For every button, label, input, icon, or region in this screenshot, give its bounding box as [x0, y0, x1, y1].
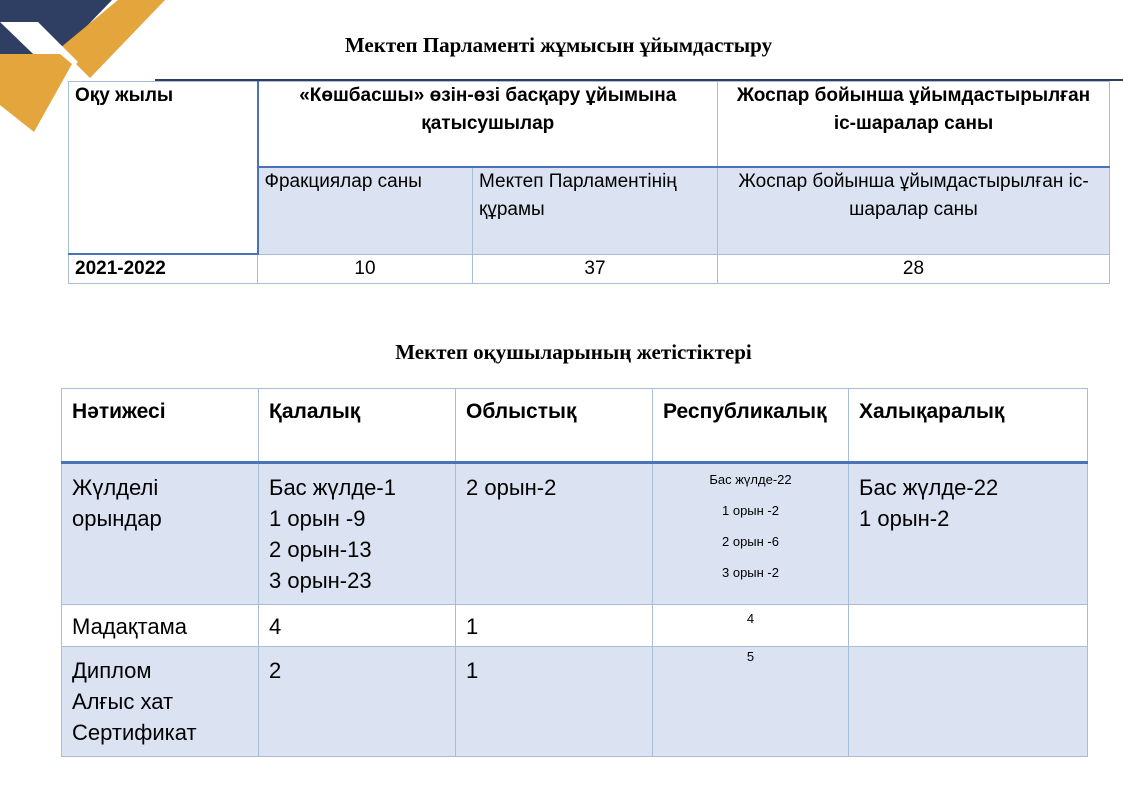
list-item: Бас жүлде-22: [859, 475, 999, 500]
cell-international-prizes: [849, 463, 1088, 605]
list-item: Алғыс хат: [72, 689, 174, 714]
row-label-diploma: [62, 647, 259, 757]
cell-region-commendation: 1: [456, 605, 653, 647]
col-events-header: Жоспар бойынша ұйымдастырылған іс-шаралар саны: [718, 82, 1110, 167]
achievements-table: [61, 388, 1088, 757]
row-year: 2021-2022: [69, 254, 258, 284]
row-label-commendation: Мадақтама: [62, 605, 259, 647]
cell-region-prizes: 2 орын-2: [456, 463, 653, 605]
cell-city-commendation: 4: [259, 605, 456, 647]
page-title-parliament: Мектеп Парламенті жұмысын ұйымдастыру: [344, 33, 773, 57]
header-city: Қалалық: [259, 389, 456, 463]
list-item: 3 орын-23: [269, 568, 372, 593]
header-republic: Республикалық: [653, 389, 849, 463]
list-item: 1 орын-2: [859, 506, 950, 531]
cell-city-diploma: 2: [259, 647, 456, 757]
sub-fractions-header: Фракциялар саны: [258, 167, 473, 255]
header-international: Халықаралық: [849, 389, 1088, 463]
list-item: 3 орын -2: [722, 565, 779, 580]
parliament-table: [68, 81, 1110, 284]
header-result: Нәтижесі: [62, 389, 259, 463]
cell-city-prizes: [259, 463, 456, 605]
list-item: 2 орын-13: [269, 537, 372, 562]
sub-events-header: Жоспар бойынша ұйымдастырылған іс-шаралар саны: [718, 167, 1110, 255]
row-label-prizes: Жүлделі орындар: [62, 463, 259, 605]
cell-international-diploma: [849, 647, 1088, 757]
cell-republic-prizes: [653, 463, 849, 605]
cell-republic-commendation: 4: [653, 605, 849, 647]
list-item: Бас жүлде-22: [709, 472, 792, 487]
list-item: 2 орын -6: [722, 534, 779, 549]
cell-region-diploma: 1: [456, 647, 653, 757]
col-participants-header: «Көшбасшы» өзін-өзі басқару ұйымына қатысушылар: [258, 82, 718, 167]
row-events: 28: [718, 254, 1110, 284]
sub-composition-header: Мектеп Парламентінің құрамы: [473, 167, 718, 255]
list-item: Сертификат: [72, 720, 197, 745]
list-item: Бас жүлде-1: [269, 475, 396, 500]
page-title-achievements: Мектеп оқушыларының жетістіктері: [395, 340, 752, 364]
list-item: 1 орын -9: [269, 506, 366, 531]
row-composition: 37: [473, 254, 718, 284]
cell-international-commendation: [849, 605, 1088, 647]
cell-republic-diploma: 5: [653, 647, 849, 757]
list-item: 1 орын -2: [722, 503, 779, 518]
header-region: Облыстық: [456, 389, 653, 463]
col-year-header: Оқу жылы: [69, 82, 258, 255]
list-item: Диплом: [72, 658, 152, 683]
row-fractions: 10: [258, 254, 473, 284]
